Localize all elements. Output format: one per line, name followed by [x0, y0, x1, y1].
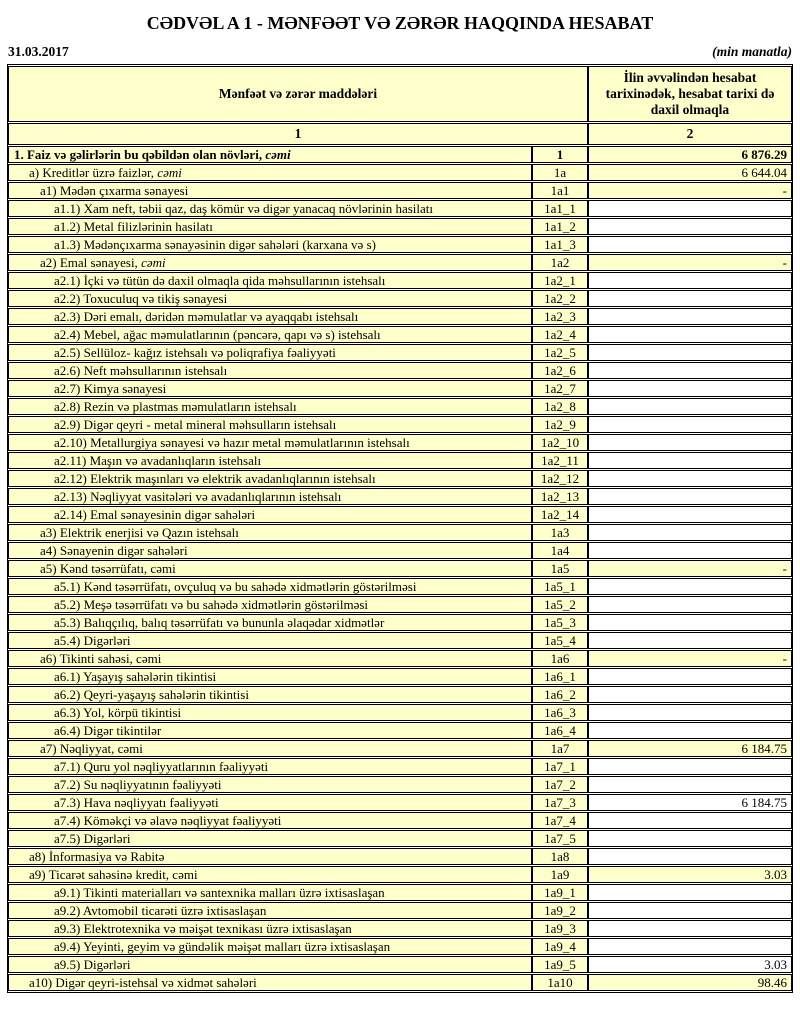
- item-label-cell: a5.3) Balıqçılıq, balıq təsərrüfatı və bununla əlaqədar xidmətlər: [8, 614, 532, 631]
- header-row-titles: [8, 66, 792, 122]
- item-label-cell: a4) Sənayenin digər sahələri: [8, 542, 532, 559]
- row-value-cell: [588, 326, 792, 343]
- row-value-cell: [588, 830, 792, 847]
- table-row: [8, 578, 792, 595]
- row-value-cell: [588, 596, 792, 613]
- item-label-cell: a9.5) Digərləri: [8, 956, 532, 973]
- table-row: [8, 380, 792, 397]
- row-code-cell: 1a9: [532, 866, 588, 883]
- table-row: [8, 146, 792, 163]
- table-row: [8, 668, 792, 685]
- row-value-cell: 6 644.04: [588, 164, 792, 181]
- table-row: [8, 290, 792, 307]
- item-label-cell: a7.1) Quru yol nəqliyyatlarının fəaliyyəti: [8, 758, 532, 775]
- item-label-italic-suffix: cəmi: [157, 165, 182, 180]
- item-label-cell: a) Kreditlər üzrə faizlər, cəmi: [8, 164, 532, 181]
- row-value-cell: [588, 884, 792, 901]
- table-row: [8, 200, 792, 217]
- table-row: [8, 236, 792, 253]
- row-value-cell: [588, 902, 792, 919]
- item-label-cell: a9) Ticarət sahəsinə kredit, cəmi: [8, 866, 532, 883]
- table-row: [8, 470, 792, 487]
- row-value-cell: [588, 668, 792, 685]
- row-value-cell: [588, 488, 792, 505]
- item-label-cell: a2.1) İçki və tütün də daxil olmaqla qida məhsullarının istehsalı: [8, 272, 532, 289]
- row-code-cell: 1a9_4: [532, 938, 588, 955]
- row-value-cell: [588, 272, 792, 289]
- row-value-cell: [588, 578, 792, 595]
- row-value-cell: -: [588, 254, 792, 271]
- row-code-cell: 1a2_2: [532, 290, 588, 307]
- item-label-cell: a2.3) Dəri emalı, dəridən məmulatlar və ayaqqabı istehsalı: [8, 308, 532, 325]
- item-label-cell: a6.1) Yaşayış sahələrin tikintisi: [8, 668, 532, 685]
- row-value-cell: 98.46: [588, 974, 792, 991]
- row-code-cell: 1a7_5: [532, 830, 588, 847]
- row-code-cell: 1a5: [532, 560, 588, 577]
- row-code-cell: 1a2_9: [532, 416, 588, 433]
- row-code-cell: 1a8: [532, 848, 588, 865]
- row-code-cell: 1a5_3: [532, 614, 588, 631]
- table-row: [8, 218, 792, 235]
- table-row: [8, 488, 792, 505]
- row-value-cell: [588, 632, 792, 649]
- row-code-cell: 1a2_7: [532, 380, 588, 397]
- table-row: [8, 326, 792, 343]
- row-code-cell: 1a5_4: [532, 632, 588, 649]
- value-column-number: 2: [588, 123, 792, 145]
- table-row: [8, 848, 792, 865]
- row-value-cell: [588, 506, 792, 523]
- row-value-cell: [588, 308, 792, 325]
- row-code-cell: 1a2_14: [532, 506, 588, 523]
- row-value-cell: [588, 848, 792, 865]
- row-code-cell: 1: [532, 146, 588, 163]
- table-row: [8, 740, 792, 757]
- row-code-cell: 1a9_5: [532, 956, 588, 973]
- item-label-cell: a2.6) Neft məhsullarının istehsalı: [8, 362, 532, 379]
- row-value-cell: [588, 344, 792, 361]
- table-row: [8, 542, 792, 559]
- table-row: [8, 254, 792, 271]
- item-label-cell: a2.11) Maşın və avadanlıqların istehsalı: [8, 452, 532, 469]
- row-value-cell: [588, 686, 792, 703]
- row-value-cell: [588, 380, 792, 397]
- table-row: [8, 344, 792, 361]
- row-value-cell: [588, 758, 792, 775]
- row-code-cell: 1a7: [532, 740, 588, 757]
- item-label-cell: a6.4) Digər tikintilər: [8, 722, 532, 739]
- item-label-cell: a1.2) Metal filizlərinin hasilatı: [8, 218, 532, 235]
- items-column-number: 1: [8, 123, 588, 145]
- row-value-cell: [588, 938, 792, 955]
- item-label-cell: a2) Emal sənayesi, cəmi: [8, 254, 532, 271]
- item-label-cell: a9.3) Elektrotexnika və məişət texnikası üzrə ixtisaslaşan: [8, 920, 532, 937]
- row-value-cell: [588, 218, 792, 235]
- table-row: [8, 506, 792, 523]
- row-code-cell: 1a2_6: [532, 362, 588, 379]
- table-row: [8, 416, 792, 433]
- row-value-cell: [588, 236, 792, 253]
- row-code-cell: 1a2_5: [532, 344, 588, 361]
- item-label-cell: a6) Tikinti sahəsi, cəmi: [8, 650, 532, 667]
- row-value-cell: [588, 416, 792, 433]
- table-row: [8, 956, 792, 973]
- table-row: [8, 398, 792, 415]
- item-label-cell: 1. Faiz və gəlirlərin bu qəbildən olan növləri, cəmi: [8, 146, 532, 163]
- table-row: [8, 164, 792, 181]
- table-row: [8, 686, 792, 703]
- item-label-cell: a1) Mədən çıxarma sənayesi: [8, 182, 532, 199]
- item-label-cell: a5.4) Digərləri: [8, 632, 532, 649]
- item-label-cell: a2.5) Sellüloz- kağız istehsalı və poliqrafiya fəaliyyəti: [8, 344, 532, 361]
- items-column-header: Mənfəət və zərər maddələri: [8, 66, 588, 122]
- header-row-numbers: [8, 123, 792, 145]
- table-row: [8, 704, 792, 721]
- row-value-cell: [588, 452, 792, 469]
- row-value-cell: -: [588, 560, 792, 577]
- item-label-cell: a1.1) Xam neft, təbii qaz, daş kömür və digər yanacaq növlərinin hasilatı: [8, 200, 532, 217]
- table-row: [8, 920, 792, 937]
- item-label-cell: a2.2) Toxuculuq və tikiş sənayesi: [8, 290, 532, 307]
- row-code-cell: 1a3: [532, 524, 588, 541]
- item-label-cell: a5) Kənd təsərrüfatı, cəmi: [8, 560, 532, 577]
- item-label-italic-suffix: cəmi: [265, 147, 291, 162]
- table-row: [8, 272, 792, 289]
- table-row: [8, 560, 792, 577]
- row-value-cell: 6 184.75: [588, 794, 792, 811]
- row-code-cell: 1a2_4: [532, 326, 588, 343]
- row-code-cell: 1a2: [532, 254, 588, 271]
- item-label-cell: a9.2) Avtomobil ticarəti üzrə ixtisaslaşan: [8, 902, 532, 919]
- table-row: [8, 758, 792, 775]
- item-label-cell: a7.4) Köməkçi və əlavə nəqliyyat fəaliyyəti: [8, 812, 532, 829]
- row-value-cell: [588, 704, 792, 721]
- table-row: [8, 524, 792, 541]
- table-row: [8, 812, 792, 829]
- row-value-cell: [588, 722, 792, 739]
- item-label-cell: a1.3) Mədənçıxarma sənayəsinin digər sahələri (karxana və s): [8, 236, 532, 253]
- table-row: [8, 722, 792, 739]
- row-value-cell: [588, 200, 792, 217]
- row-code-cell: 1a5_1: [532, 578, 588, 595]
- row-code-cell: 1a7_4: [532, 812, 588, 829]
- report-date: 31.03.2017: [8, 44, 69, 59]
- table-row: [8, 974, 792, 991]
- row-value-cell: [588, 470, 792, 487]
- row-code-cell: 1a1: [532, 182, 588, 199]
- row-code-cell: 1a6: [532, 650, 588, 667]
- table-header: [8, 66, 792, 145]
- item-label-cell: a7.5) Digərləri: [8, 830, 532, 847]
- item-label-cell: a2.10) Metallurgiya sənayesi və hazır metal məmulatlarının istehsalı: [8, 434, 532, 451]
- row-code-cell: 1a2_13: [532, 488, 588, 505]
- row-code-cell: 1a9_1: [532, 884, 588, 901]
- row-value-cell: -: [588, 182, 792, 199]
- row-value-cell: [588, 920, 792, 937]
- report-table-body: [8, 146, 792, 991]
- item-label-cell: a3) Elektrik enerjisi və Qazın istehsalı: [8, 524, 532, 541]
- item-label-cell: a2.12) Elektrik maşınları və elektrik avadanlıqlarının istehsalı: [8, 470, 532, 487]
- row-code-cell: 1a5_2: [532, 596, 588, 613]
- row-value-cell: [588, 362, 792, 379]
- row-code-cell: 1a2_11: [532, 452, 588, 469]
- item-label-cell: a7.2) Su nəqliyyatının fəaliyyəti: [8, 776, 532, 793]
- row-code-cell: 1a: [532, 164, 588, 181]
- row-code-cell: 1a9_2: [532, 902, 588, 919]
- row-code-cell: 1a9_3: [532, 920, 588, 937]
- row-code-cell: 1a4: [532, 542, 588, 559]
- item-label-cell: a9.4) Yeyinti, geyim və gündəlik məişət malları üzrə ixtisaslaşan: [8, 938, 532, 955]
- table-row: [8, 902, 792, 919]
- row-code-cell: 1a1_1: [532, 200, 588, 217]
- page-title: CƏDVƏL A 1 - MƏNFƏƏT VƏ ZƏRƏR HAQQINDA HESABAT: [146, 13, 654, 33]
- table-row: [8, 884, 792, 901]
- table-row: [8, 794, 792, 811]
- row-code-cell: 1a2_10: [532, 434, 588, 451]
- row-code-cell: 1a6_2: [532, 686, 588, 703]
- row-value-cell: 6 876.29: [588, 146, 792, 163]
- row-code-cell: 1a1_3: [532, 236, 588, 253]
- meta-row: [8, 44, 792, 60]
- row-value-cell: [588, 776, 792, 793]
- row-code-cell: 1a2_1: [532, 272, 588, 289]
- profit-loss-table: [7, 64, 793, 993]
- table-row: [8, 938, 792, 955]
- item-label-cell: a7) Nəqliyyat, cəmi: [8, 740, 532, 757]
- table-row: [8, 830, 792, 847]
- table-row: [8, 632, 792, 649]
- table-row: [8, 182, 792, 199]
- row-value-cell: 6 184.75: [588, 740, 792, 757]
- item-label-cell: a2.13) Nəqliyyat vasitələri və avadanlıqlarının istehsalı: [8, 488, 532, 505]
- row-code-cell: 1a2_8: [532, 398, 588, 415]
- unit-note: (min manatla): [712, 44, 792, 59]
- row-value-cell: [588, 524, 792, 541]
- row-value-cell: 3.03: [588, 866, 792, 883]
- table-row: [8, 452, 792, 469]
- item-label-cell: a10) Digər qeyri-istehsal və xidmət sahələri: [8, 974, 532, 991]
- table-row: [8, 308, 792, 325]
- table-row: [8, 434, 792, 451]
- row-code-cell: 1a6_4: [532, 722, 588, 739]
- row-value-cell: 3.03: [588, 956, 792, 973]
- row-code-cell: 1a7_2: [532, 776, 588, 793]
- item-label-cell: a6.3) Yol, körpü tikintisi: [8, 704, 532, 721]
- row-value-cell: [588, 614, 792, 631]
- item-label-cell: a2.4) Mebel, ağac məmulatlarının (pəncərə, qapı və s) istehsalı: [8, 326, 532, 343]
- table-row: [8, 614, 792, 631]
- row-code-cell: 1a7_1: [532, 758, 588, 775]
- item-label-cell: a8) İnformasiya və Rabitə: [8, 848, 532, 865]
- item-label-italic-suffix: cəmi: [141, 255, 166, 270]
- row-value-cell: [588, 434, 792, 451]
- item-label-cell: a5.2) Meşə təsərrüfatı və bu sahədə xidmətlərin göstərilməsi: [8, 596, 532, 613]
- item-label-cell: a9.1) Tikinti materialları və santexnika malları üzrə ixtisaslaşan: [8, 884, 532, 901]
- item-label-cell: a5.1) Kənd təsərrüfatı, ovçuluq və bu sahədə xidmətlərin göstərilməsi: [8, 578, 532, 595]
- row-code-cell: 1a1_2: [532, 218, 588, 235]
- item-label-cell: a2.14) Emal sənayesinin digər sahələri: [8, 506, 532, 523]
- row-code-cell: 1a2_3: [532, 308, 588, 325]
- row-value-cell: -: [588, 650, 792, 667]
- row-code-cell: 1a2_12: [532, 470, 588, 487]
- item-label-cell: a2.9) Digər qeyri - metal mineral məhsulların istehsalı: [8, 416, 532, 433]
- row-code-cell: 1a7_3: [532, 794, 588, 811]
- row-code-cell: 1a6_1: [532, 668, 588, 685]
- item-label-cell: a2.8) Rezin və plastmas məmulatların istehsalı: [8, 398, 532, 415]
- row-value-cell: [588, 542, 792, 559]
- table-row: [8, 866, 792, 883]
- row-value-cell: [588, 398, 792, 415]
- row-code-cell: 1a6_3: [532, 704, 588, 721]
- table-row: [8, 776, 792, 793]
- table-row: [8, 362, 792, 379]
- row-value-cell: [588, 290, 792, 307]
- item-label-cell: a6.2) Qeyri-yaşayış sahələrin tikintisi: [8, 686, 532, 703]
- item-label-cell: a2.7) Kimya sənayesi: [8, 380, 532, 397]
- item-label-cell: a7.3) Hava nəqliyyatı fəaliyyəti: [8, 794, 532, 811]
- row-code-cell: 1a10: [532, 974, 588, 991]
- value-column-header: İlin əvvəlindən hesabat tarixinədək, hesabat tarixi də daxil olmaqla: [588, 66, 792, 122]
- table-row: [8, 596, 792, 613]
- row-value-cell: [588, 812, 792, 829]
- table-row: [8, 650, 792, 667]
